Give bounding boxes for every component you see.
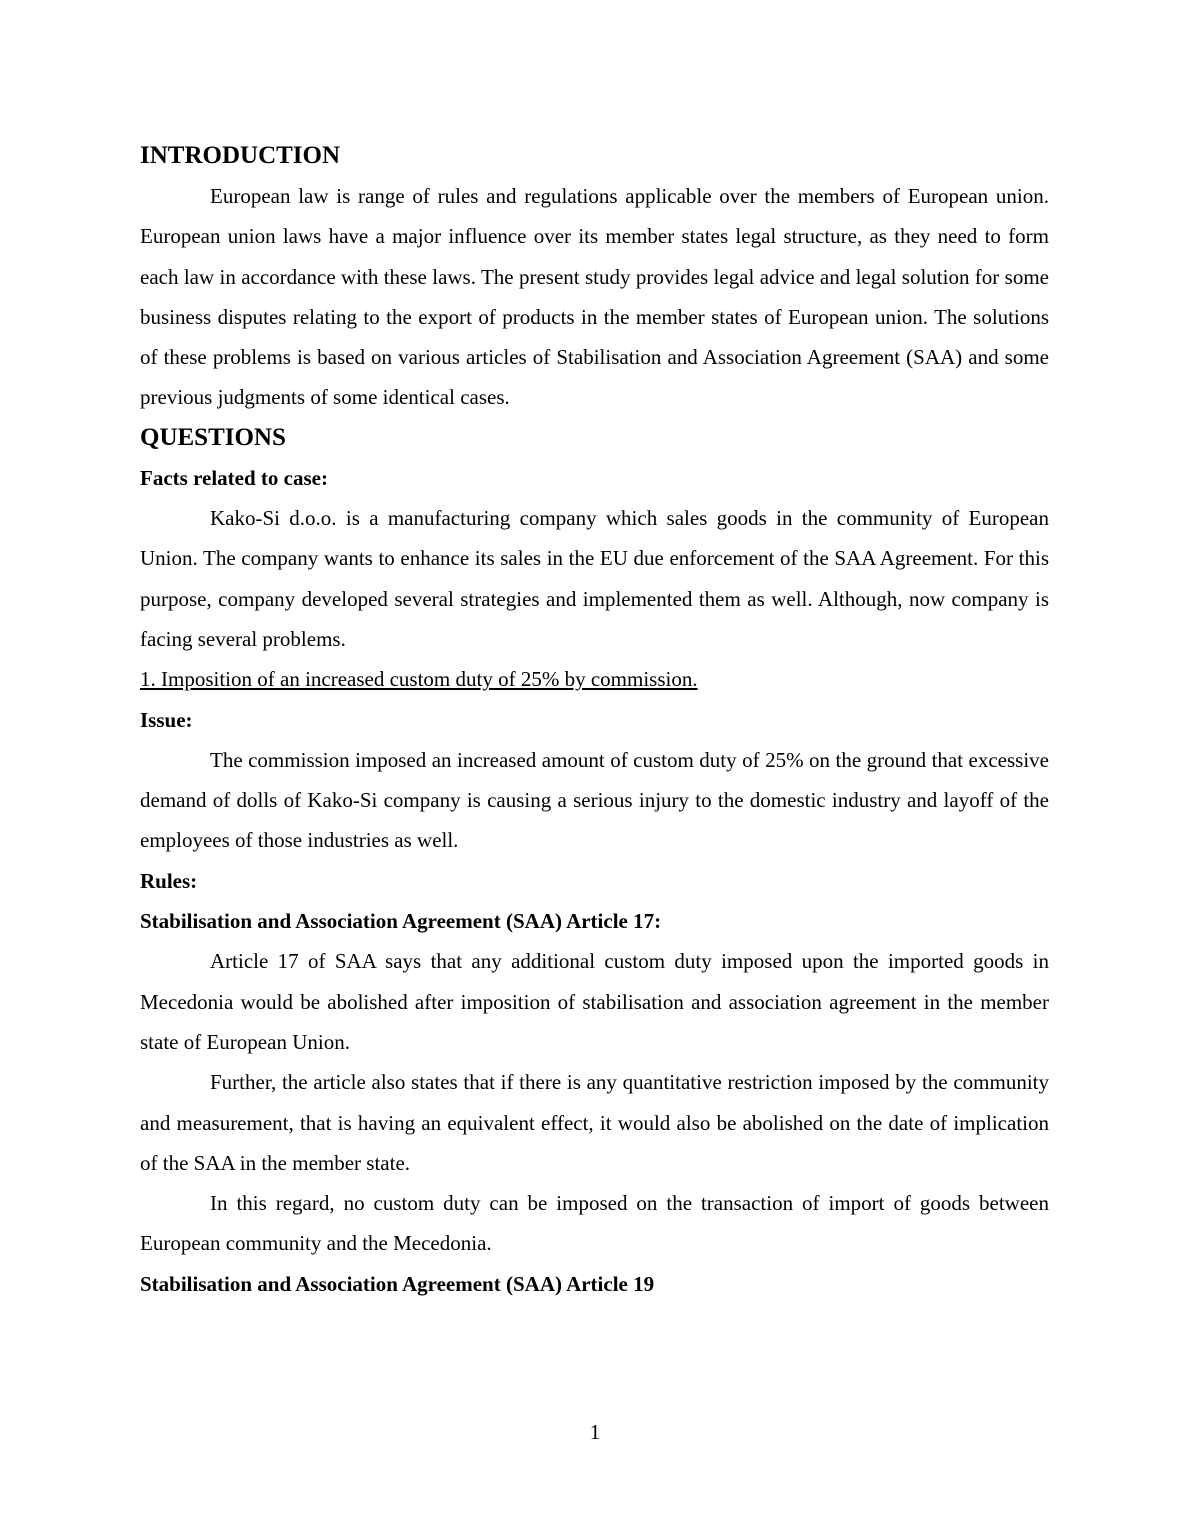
questions-heading: QUESTIONS	[140, 423, 286, 451]
issue-heading: Issue:	[140, 707, 193, 732]
article-17-paragraph-2: Further, the article also states that if there is any quantitative restriction imposed by the community and measurement, that is having an equivalent effect, it would also be abolished on the date of implication of the SAA in the member state.	[140, 1070, 1049, 1175]
facts-heading: Facts related to case:	[140, 465, 328, 490]
issue-paragraph: The commission imposed an increased amount of custom duty of 25% on the ground that excessive demand of dolls of Kako-Si company is causing a serious injury to the domestic industry and layoff of the employees of those industries as well.	[140, 747, 1049, 853]
article-19-heading: Stabilisation and Association Agreement (SAA) Article 19	[140, 1271, 655, 1296]
article-17-paragraph-1: Article 17 of SAA says that any additional custom duty imposed upon the imported goods in Mecedonia would be abolished after imposition of stabilisation and association agreement in the member state of European Union.	[140, 949, 1049, 1054]
introduction-paragraph: European law is range of rules and regulations applicable over the members of European union. European union laws have a major influence over its member states legal structure, as they need to form each law in accordance with these laws. The present study provides legal advice and legal solution for some business disputes relating to the export of products in the member states of European union. The solutions of these problems is based on various articles of Stabilisation and Association Agreement (SAA) and some previous judgments of some identical cases.	[140, 184, 1049, 410]
document-page	[140, 136, 1049, 1304]
introduction-heading: INTRODUCTION	[140, 142, 341, 169]
problem-1-heading: 1. Imposition of an increased custom duty of 25% by commission.	[140, 667, 698, 692]
rules-heading: Rules:	[140, 868, 198, 893]
article-17-heading: Stabilisation and Association Agreement (SAA) Article 17:	[140, 909, 662, 934]
page-number: 1	[589, 1420, 601, 1444]
article-17-paragraph-3: In this regard, no custom duty can be imposed on the transaction of import of goods between European community and the Mecedonia.	[140, 1191, 1049, 1256]
facts-paragraph: Kako-Si d.o.o. is a manufacturing company which sales goods in the community of European Union. The company wants to enhance its sales in the EU due enforcement of the SAA Agreement. For this purpose, company developed several strategies and implemented them as well. Although, now company is facing several problems.	[140, 506, 1049, 651]
